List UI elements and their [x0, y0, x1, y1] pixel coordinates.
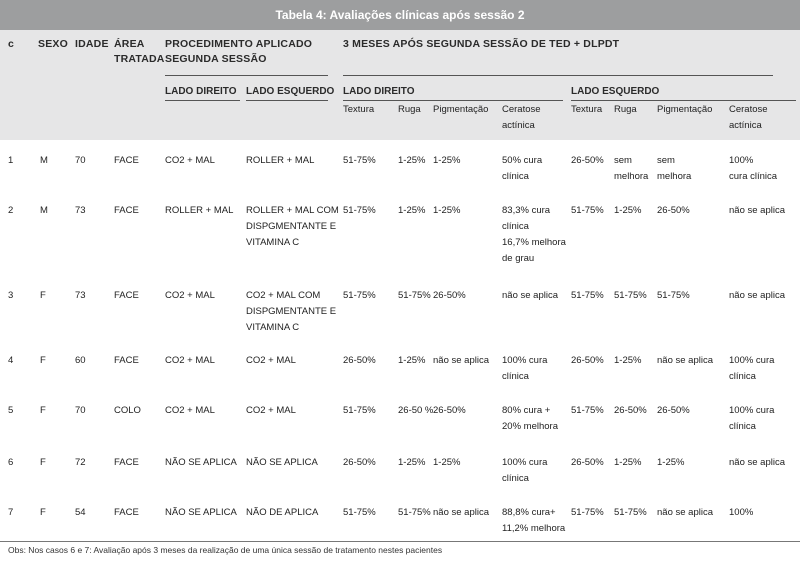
- cell-idade-row-6: 72: [75, 457, 86, 468]
- header-group-lado-esquerdo: LADO ESQUERDO: [571, 86, 660, 97]
- cell-d-ruga-row-6: 1-25%: [398, 457, 426, 468]
- cell-d-pig-row-1: 1-25%: [433, 155, 461, 166]
- cell-d-tex-row-4: 26-50%: [343, 355, 376, 366]
- cell-idade-row-1: 70: [75, 155, 86, 166]
- cell-e-pig-row-6: 1-25%: [657, 457, 685, 468]
- cell-e-cer-row-5: 100% cura: [729, 405, 775, 416]
- subheader-d-ceratose-1: Ceratose: [502, 104, 541, 115]
- cell-d-pig-row-2: 1-25%: [433, 205, 461, 216]
- cell-pe-row-4: CO2 + MAL: [246, 355, 296, 366]
- cell-d-pig-row-3: 26-50%: [433, 290, 466, 301]
- cell-e-pig-row-5: 26-50%: [657, 405, 690, 416]
- cell-sexo-row-3: F: [40, 290, 46, 301]
- cell-e-pig-row-3: 51-75%: [657, 290, 690, 301]
- cell-c-row-1: 1: [8, 155, 14, 166]
- cell-e-cer-row-6: não se aplica: [729, 457, 785, 468]
- cell-area-row-1: FACE: [114, 155, 139, 166]
- cell-e-cer-row-1: cura clínica: [729, 171, 778, 182]
- cell-d-ruga-row-4: 1-25%: [398, 355, 426, 366]
- cell-d-cer-row-6: clínica: [502, 473, 529, 484]
- header-3-meses: 3 MESES APÓS SEGUNDA SESSÃO DE TED + DLPDT: [343, 38, 620, 50]
- cell-d-cer-row-4: clínica: [502, 371, 529, 382]
- cell-pd-row-7: NÃO SE APLICA: [165, 507, 237, 518]
- cell-d-pig-row-7: não se aplica: [433, 507, 489, 518]
- cell-d-cer-row-7: 11,2% melhora: [502, 523, 566, 534]
- cell-area-row-7: FACE: [114, 507, 139, 518]
- footnote: Obs: Nos casos 6 e 7: Avaliação após 3 meses da realização de uma única sessão de tratamento nestes pacientes: [8, 545, 443, 555]
- cell-pe-row-2: ROLLER + MAL COM: [246, 205, 339, 216]
- cell-e-cer-row-1: 100%: [729, 155, 754, 166]
- header-area-line1: ÁREA: [114, 38, 145, 50]
- cell-e-pig-row-2: 26-50%: [657, 205, 690, 216]
- cell-d-cer-row-2: de grau: [502, 253, 535, 264]
- cell-pe-row-3: VITAMINA C: [246, 322, 300, 333]
- header-proc-lado-direito: LADO DIREITO: [165, 86, 237, 97]
- cell-e-pig-row-7: não se aplica: [657, 507, 713, 518]
- cell-pd-row-1: CO2 + MAL: [165, 155, 215, 166]
- subheader-e-ceratose-1: Ceratose: [729, 104, 768, 115]
- cell-d-ruga-row-1: 1-25%: [398, 155, 426, 166]
- header-proc-lado-esquerdo: LADO ESQUERDO: [246, 86, 335, 97]
- cell-d-tex-row-7: 51-75%: [343, 507, 376, 518]
- cell-sexo-row-5: F: [40, 405, 46, 416]
- cell-e-tex-row-2: 51-75%: [571, 205, 604, 216]
- cell-e-tex-row-1: 26-50%: [571, 155, 604, 166]
- cell-d-pig-row-4: não se aplica: [433, 355, 489, 366]
- cell-d-cer-row-2: 16,7% melhora: [502, 237, 566, 248]
- header-area-line2: TRATADA: [114, 53, 165, 65]
- cell-d-ruga-row-3: 51-75%: [398, 290, 431, 301]
- cell-d-pig-row-6: 1-25%: [433, 457, 461, 468]
- cell-d-cer-row-5: 20% melhora: [502, 421, 558, 432]
- table-bottom-rule: [0, 541, 800, 542]
- cell-e-ruga-row-4: 1-25%: [614, 355, 642, 366]
- cell-e-cer-row-2: não se aplica: [729, 205, 785, 216]
- subheader-e-ceratose-2: actínica: [729, 120, 762, 131]
- header-procedimento-line2: SEGUNDA SESSÃO: [165, 53, 267, 65]
- cell-e-cer-row-4: clínica: [729, 371, 756, 382]
- header-divider-lado-direito-proc: [165, 100, 240, 101]
- subheader-e-textura: Textura: [571, 104, 603, 115]
- cell-idade-row-7: 54: [75, 507, 86, 518]
- cell-e-cer-row-5: clínica: [729, 421, 756, 432]
- subheader-e-pigmentacao: Pigmentação: [657, 104, 713, 115]
- cell-area-row-4: FACE: [114, 355, 139, 366]
- cell-pd-row-6: NÃO SE APLICA: [165, 457, 237, 468]
- cell-e-pig-row-4: não se aplica: [657, 355, 713, 366]
- header-divider-lado-esquerdo-proc: [246, 100, 328, 101]
- cell-d-tex-row-6: 26-50%: [343, 457, 376, 468]
- cell-d-tex-row-5: 51-75%: [343, 405, 376, 416]
- cell-area-row-2: FACE: [114, 205, 139, 216]
- cell-d-cer-row-1: 50% cura: [502, 155, 543, 166]
- cell-e-ruga-row-6: 1-25%: [614, 457, 642, 468]
- cell-c-row-3: 3: [8, 290, 14, 301]
- cell-d-pig-row-5: 26-50%: [433, 405, 466, 416]
- cell-idade-row-5: 70: [75, 405, 86, 416]
- cell-pe-row-2: DISPGMENTANTE E: [246, 221, 337, 232]
- cell-e-ruga-row-3: 51-75%: [614, 290, 647, 301]
- cell-d-cer-row-4: 100% cura: [502, 355, 548, 366]
- cell-e-tex-row-4: 26-50%: [571, 355, 604, 366]
- cell-d-tex-row-1: 51-75%: [343, 155, 376, 166]
- cell-e-cer-row-3: não se aplica: [729, 290, 785, 301]
- cell-c-row-6: 6: [8, 457, 14, 468]
- header-c: c: [8, 38, 15, 50]
- cell-e-ruga-row-5: 26-50%: [614, 405, 647, 416]
- cell-e-tex-row-7: 51-75%: [571, 507, 604, 518]
- header-divider-meses: [343, 75, 773, 76]
- cell-sexo-row-7: F: [40, 507, 46, 518]
- cell-pe-row-6: NÃO SE APLICA: [246, 457, 318, 468]
- cell-d-ruga-row-2: 1-25%: [398, 205, 426, 216]
- cell-d-cer-row-2: clínica: [502, 221, 529, 232]
- cell-d-ruga-row-5: 26-50 %: [398, 405, 434, 416]
- cell-d-cer-row-3: não se aplica: [502, 290, 558, 301]
- subheader-d-ceratose-2: actínica: [502, 120, 535, 131]
- header-group-lado-direito: LADO DIREITO: [343, 86, 415, 97]
- cell-e-cer-row-7: 100%: [729, 507, 754, 518]
- header-divider-lado-direito: [343, 100, 563, 101]
- header-sexo: SEXO: [38, 38, 68, 50]
- cell-sexo-row-2: M: [40, 205, 48, 216]
- cell-area-row-5: COLO: [114, 405, 141, 416]
- cell-area-row-6: FACE: [114, 457, 139, 468]
- subheader-d-textura: Textura: [343, 104, 375, 115]
- cell-e-ruga-row-1: sem: [614, 155, 632, 166]
- cell-d-cer-row-1: clínica: [502, 171, 529, 182]
- cell-sexo-row-6: F: [40, 457, 46, 468]
- subheader-d-pigmentacao: Pigmentação: [433, 104, 489, 115]
- cell-d-cer-row-2: 83,3% cura: [502, 205, 551, 216]
- cell-d-tex-row-2: 51-75%: [343, 205, 376, 216]
- header-procedimento-line1: PROCEDIMENTO APLICADO: [165, 38, 313, 50]
- cell-c-row-2: 2: [8, 205, 14, 216]
- cell-e-ruga-row-7: 51-75%: [614, 507, 647, 518]
- cell-pe-row-2: VITAMINA C: [246, 237, 300, 248]
- cell-pd-row-4: CO2 + MAL: [165, 355, 215, 366]
- cell-d-cer-row-6: 100% cura: [502, 457, 548, 468]
- subheader-e-ruga: Ruga: [614, 104, 637, 115]
- cell-pe-row-5: CO2 + MAL: [246, 405, 296, 416]
- cell-e-cer-row-4: 100% cura: [729, 355, 775, 366]
- cell-idade-row-3: 73: [75, 290, 86, 301]
- cell-idade-row-4: 60: [75, 355, 86, 366]
- cell-pd-row-2: ROLLER + MAL: [165, 205, 234, 216]
- cell-pd-row-3: CO2 + MAL: [165, 290, 215, 301]
- header-divider-lado-esquerdo: [571, 100, 796, 101]
- cell-area-row-3: FACE: [114, 290, 139, 301]
- cell-pe-row-3: CO2 + MAL COM: [246, 290, 321, 301]
- cell-d-ruga-row-7: 51-75%: [398, 507, 431, 518]
- header-idade: IDADE: [75, 38, 109, 50]
- cell-e-ruga-row-1: melhora: [614, 171, 649, 182]
- cell-c-row-7: 7: [8, 507, 14, 518]
- cell-sexo-row-4: F: [40, 355, 46, 366]
- table-title: Tabela 4: Avaliações clínicas após sessão 2: [0, 0, 800, 30]
- cell-e-ruga-row-2: 1-25%: [614, 205, 642, 216]
- cell-c-row-4: 4: [8, 355, 14, 366]
- cell-d-cer-row-5: 80% cura +: [502, 405, 551, 416]
- cell-e-tex-row-3: 51-75%: [571, 290, 604, 301]
- cell-d-tex-row-3: 51-75%: [343, 290, 376, 301]
- header-divider-procedimento: [165, 75, 328, 76]
- cell-pe-row-1: ROLLER + MAL: [246, 155, 315, 166]
- cell-e-pig-row-1: melhora: [657, 171, 692, 182]
- cell-e-tex-row-5: 51-75%: [571, 405, 604, 416]
- cell-d-cer-row-7: 88,8% cura+: [502, 507, 556, 518]
- cell-e-pig-row-1: sem: [657, 155, 675, 166]
- cell-pd-row-5: CO2 + MAL: [165, 405, 215, 416]
- cell-pe-row-3: DISPGMENTANTE E: [246, 306, 337, 317]
- cell-sexo-row-1: M: [40, 155, 48, 166]
- cell-e-tex-row-6: 26-50%: [571, 457, 604, 468]
- subheader-d-ruga: Ruga: [398, 104, 421, 115]
- cell-idade-row-2: 73: [75, 205, 86, 216]
- cell-pe-row-7: NÃO DE APLICA: [246, 507, 319, 518]
- cell-c-row-5: 5: [8, 405, 14, 416]
